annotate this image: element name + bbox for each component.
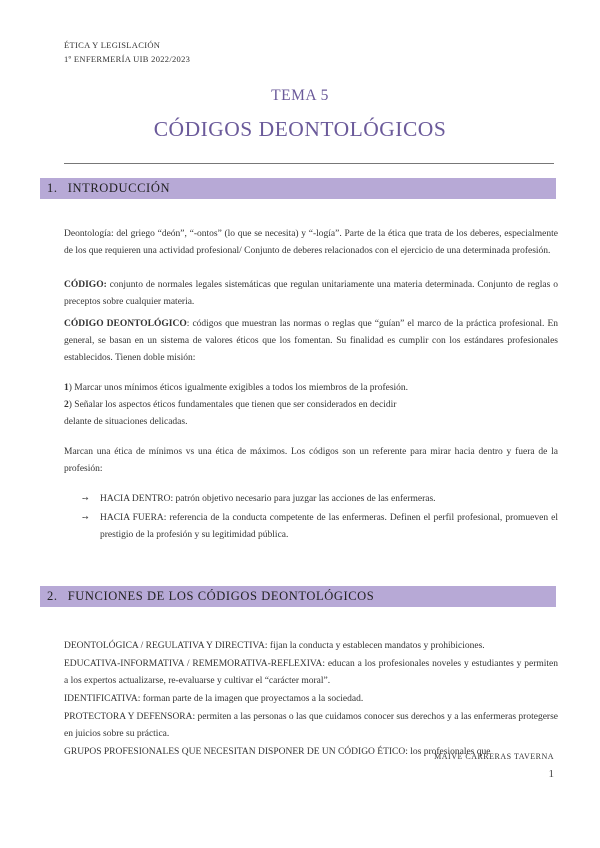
section-number: 2.: [47, 589, 58, 603]
definition-codigo: conjunto de normales legales sistemáticas que regulan unitariamente una materia determinada. Conjunto de reglas o preceptos sobre cualquier materia.: [64, 280, 558, 307]
footer-author: MAIVE CARRERAS TAVERNA: [434, 752, 554, 761]
header-year: 1º ENFERMERÍA UIB 2022/2023: [64, 54, 191, 64]
function-protectora: PROTECTORA Y DEFENSORA: permiten a las personas o las que cuidamos conocer sus derechos y a las enfermeras protegerse en juicios sobre su práctica.: [64, 712, 558, 739]
paragraph-codigo-deontologico: [64, 316, 558, 366]
title-divider: [64, 163, 554, 164]
bullet-text: HACIA DENTRO: patrón objetivo necesario para juzgar las acciones de las enfermeras.: [100, 494, 436, 504]
paragraph-codigo: [64, 277, 558, 311]
page-title: CÓDIGOS DEONTOLÓGICOS: [153, 117, 447, 141]
function-educativa: EDUCATIVA-INFORMATIVA / REMEMORATIVA-REFLEXIVA: educan a los profesionales noveles y estudiantes y permiten a los expertos actualizarse, re-evaluarse y cultivar el “carácter moral”.: [64, 659, 558, 686]
term-codigo: CÓDIGO:: [64, 280, 107, 290]
page-number: 1: [548, 768, 554, 780]
function-grupos: GRUPOS PROFESIONALES QUE NECESITAN DISPONER DE UN CÓDIGO ÉTICO: los profesionales que: [64, 747, 491, 757]
section-label: FUNCIONES DE LOS CÓDIGOS DEONTOLÓGICOS: [67, 589, 375, 603]
bullet-hacia-dentro: [82, 491, 558, 508]
section-heading-introduccion: [40, 178, 556, 199]
topic-number: TEMA 5: [271, 87, 329, 104]
mission-item-2-continued: delante de situaciones delicadas.: [64, 416, 188, 427]
bullet-hacia-fuera: [82, 510, 558, 544]
section-label: INTRODUCCIÓN: [67, 181, 171, 195]
arrow-icon: ➙: [82, 494, 89, 503]
mission-number: 2: [64, 399, 69, 410]
running-header: [64, 38, 190, 66]
section-heading-funciones: [40, 586, 556, 607]
mission-list: [64, 380, 558, 430]
mission-number: 1: [64, 383, 69, 393]
function-deontologica: DEONTOLÓGICA / REGULATIVA Y DIRECTIVA: fijan la conducta y establecen mandatos y prohibiciones.: [64, 641, 485, 651]
paragraph-deontologia: Deontología: del griego “deón”, “-ontos” (lo que se necesita) y “-logía”. Parte de la ética que trata de los deberes, especialmente de los que requieren una actividad profesional/ Conjunto de deberes relacionados con el ejercicio de una determinada profesión.: [64, 229, 558, 256]
section-number: 1.: [47, 181, 58, 195]
term-codigo-deontologico: CÓDIGO DEONTOLÓGICO: [64, 319, 187, 329]
header-course: ÉTICA Y LEGISLACIÓN: [64, 40, 161, 50]
arrow-icon: ➙: [82, 513, 89, 522]
function-identificativa: IDENTIFICATIVA: forman parte de la imagen que proyectamos a la sociedad.: [64, 694, 364, 704]
mission-item-1: 1) Marcar unos mínimos éticos igualmente exigibles a todos los miembros de la profesión.: [64, 383, 409, 393]
definition-codigo-deontologico: : códigos que muestran las normas o reglas que “guían” el marco de la práctica profesional. En general, se basan en un sistema de valores éticos que los fomentan. Su finalidad es cumplir con los estándares profesionales establecidos. Tienen doble misión:: [64, 319, 559, 363]
paragraph-minimos: Marcan una ética de mínimos vs una ética de máximos. Los códigos son un referente para mirar hacia dentro y fuera de la profesión:: [64, 447, 558, 474]
bullet-text: HACIA FUERA: referencia de la conducta competente de las enfermeras. Definen el perfil profesional, promueven el prestigio de la profesión y su legitimidad pública.: [100, 513, 558, 540]
mission-item-2: 2) Señalar los aspectos éticos fundamentales que tienen que ser considerados en decidir: [64, 399, 397, 410]
